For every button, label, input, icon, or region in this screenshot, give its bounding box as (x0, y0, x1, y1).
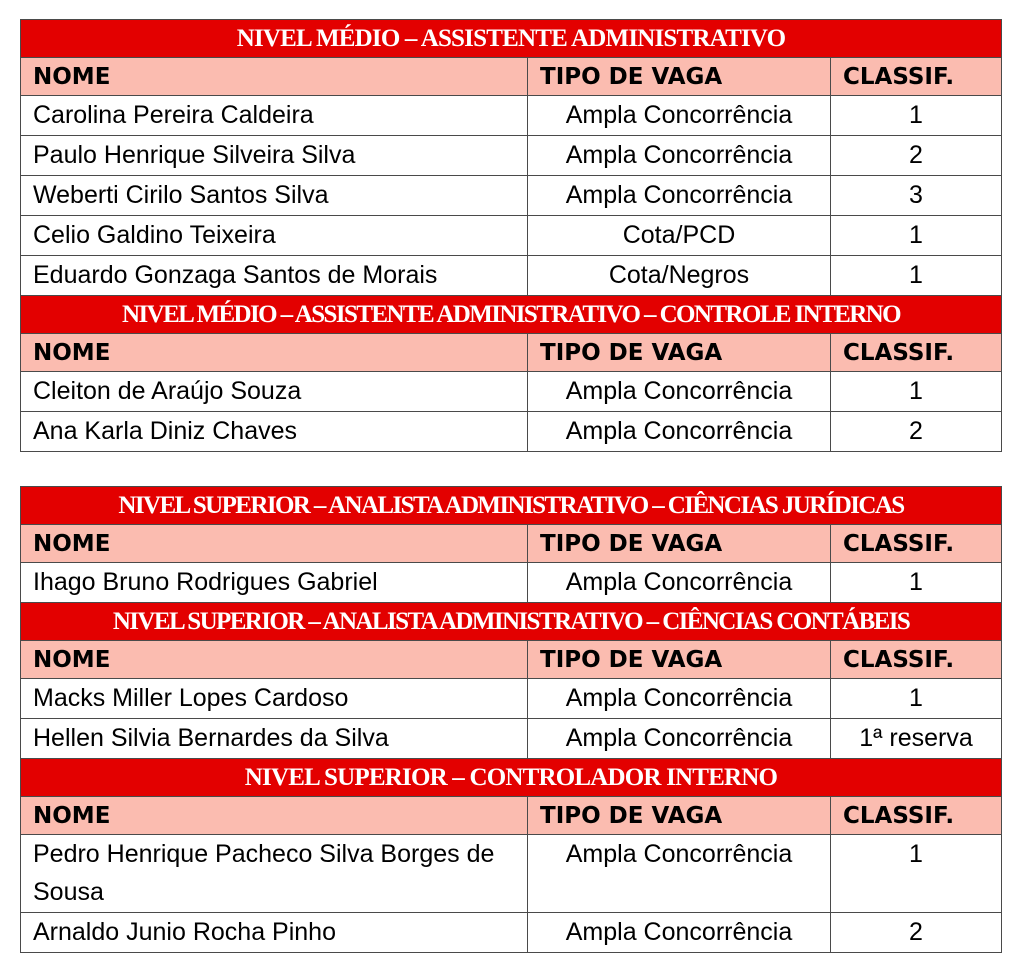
column-header-row (21, 525, 1002, 563)
cell-nome: Arnaldo Junio Rocha Pinho (21, 913, 528, 953)
cell-classif: 1 (831, 216, 1002, 256)
cell-tipo: Ampla Concorrência (528, 96, 831, 136)
table-row (21, 256, 1002, 296)
cell-classif: 2 (831, 136, 1002, 176)
column-header-nome: NOME (21, 797, 528, 835)
cell-classif: 1 (831, 563, 1002, 603)
column-header-classif: CLASSIF. (831, 641, 1002, 679)
cell-tipo: Ampla Concorrência (528, 412, 831, 452)
column-header-row (21, 641, 1002, 679)
table-block-nivel-superior (20, 486, 1001, 953)
table-row (21, 96, 1002, 136)
table-block-nivel-medio (20, 19, 1001, 452)
cell-classif: 1 (831, 372, 1002, 412)
table-row (21, 136, 1002, 176)
section-title-row (21, 603, 1002, 641)
cell-tipo: Ampla Concorrência (528, 679, 831, 719)
cell-tipo: Ampla Concorrência (528, 913, 831, 953)
section-title-row (21, 296, 1002, 334)
cell-tipo: Cota/PCD (528, 216, 831, 256)
column-header-tipo: TIPO DE VAGA (528, 641, 831, 679)
column-header-tipo: TIPO DE VAGA (528, 525, 831, 563)
results-table-medio (20, 19, 1002, 452)
cell-nome: Paulo Henrique Silveira Silva (21, 136, 528, 176)
table-row (21, 835, 1002, 913)
cell-tipo: Ampla Concorrência (528, 176, 831, 216)
cell-nome: Carolina Pereira Caldeira (21, 96, 528, 136)
column-header-row (21, 797, 1002, 835)
column-header-classif: CLASSIF. (831, 525, 1002, 563)
cell-classif: 2 (831, 412, 1002, 452)
table-row (21, 913, 1002, 953)
section-title: NIVEL SUPERIOR – ANALISTA ADMINISTRATIVO – CIÊNCIAS CONTÁBEIS (21, 603, 1002, 641)
column-header-tipo: TIPO DE VAGA (528, 797, 831, 835)
cell-nome: Hellen Silvia Bernardes da Silva (21, 719, 528, 759)
column-header-row (21, 334, 1002, 372)
section-title-row (21, 487, 1002, 525)
table-row (21, 679, 1002, 719)
cell-nome: Weberti Cirilo Santos Silva (21, 176, 528, 216)
cell-classif: 1ª reserva (831, 719, 1002, 759)
cell-nome: Eduardo Gonzaga Santos de Morais (21, 256, 528, 296)
cell-nome: Ana Karla Diniz Chaves (21, 412, 528, 452)
table-row (21, 176, 1002, 216)
column-header-classif: CLASSIF. (831, 334, 1002, 372)
section-title: NIVEL MÉDIO – ASSISTENTE ADMINISTRATIVO – CONTROLE INTERNO (21, 296, 1002, 334)
cell-classif: 2 (831, 913, 1002, 953)
column-header-nome: NOME (21, 641, 528, 679)
section-title: NIVEL SUPERIOR – ANALISTA ADMINISTRATIVO – CIÊNCIAS JURÍDICAS (21, 487, 1002, 525)
section-title: NIVEL MÉDIO – ASSISTENTE ADMINISTRATIVO (21, 20, 1002, 58)
cell-nome: Pedro Henrique Pacheco Silva Borges de Sousa (21, 835, 528, 913)
cell-tipo: Ampla Concorrência (528, 136, 831, 176)
cell-tipo: Ampla Concorrência (528, 372, 831, 412)
column-header-tipo: TIPO DE VAGA (528, 334, 831, 372)
cell-nome: Cleiton de Araújo Souza (21, 372, 528, 412)
section-title-row (21, 20, 1002, 58)
cell-nome: Celio Galdino Teixeira (21, 216, 528, 256)
table-row (21, 372, 1002, 412)
cell-nome: Macks Miller Lopes Cardoso (21, 679, 528, 719)
cell-classif: 1 (831, 679, 1002, 719)
cell-nome: Ihago Bruno Rodrigues Gabriel (21, 563, 528, 603)
column-header-nome: NOME (21, 58, 528, 96)
column-header-tipo: TIPO DE VAGA (528, 58, 831, 96)
table-row (21, 216, 1002, 256)
cell-classif: 1 (831, 835, 1002, 913)
section-title-row (21, 759, 1002, 797)
column-header-classif: CLASSIF. (831, 797, 1002, 835)
section-title: NIVEL SUPERIOR – CONTROLADOR INTERNO (21, 759, 1002, 797)
cell-tipo: Cota/Negros (528, 256, 831, 296)
cell-tipo: Ampla Concorrência (528, 835, 831, 913)
cell-classif: 3 (831, 176, 1002, 216)
column-header-classif: CLASSIF. (831, 58, 1002, 96)
column-header-nome: NOME (21, 525, 528, 563)
cell-tipo: Ampla Concorrência (528, 563, 831, 603)
table-row (21, 719, 1002, 759)
table-row (21, 412, 1002, 452)
results-table-superior (20, 486, 1002, 953)
column-header-nome: NOME (21, 334, 528, 372)
cell-classif: 1 (831, 256, 1002, 296)
column-header-row (21, 58, 1002, 96)
cell-classif: 1 (831, 96, 1002, 136)
cell-tipo: Ampla Concorrência (528, 719, 831, 759)
table-row (21, 563, 1002, 603)
